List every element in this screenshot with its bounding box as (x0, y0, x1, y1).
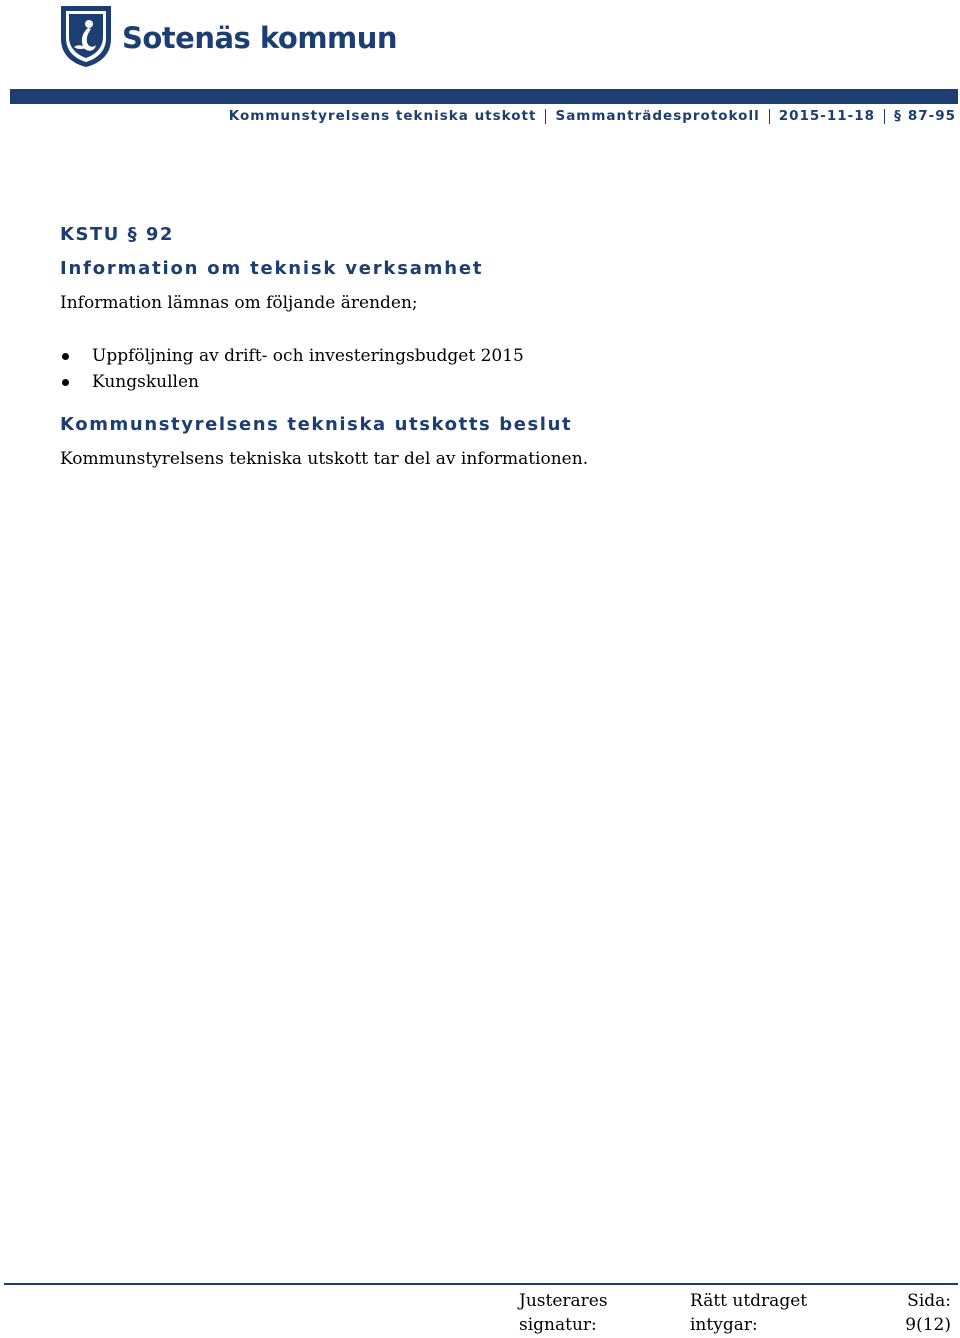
footer-utdrag-label-2: intygar: (690, 1315, 758, 1335)
footer-page-number: 9(12) (905, 1315, 951, 1335)
bullet-icon (62, 353, 69, 360)
decision-heading: Kommunstyrelsens tekniska utskotts beslut (60, 414, 573, 435)
section-id (60, 224, 174, 245)
footer-page-label: Sida: (907, 1291, 951, 1311)
footer-page (905, 1289, 951, 1337)
intro-text: Information lämnas om följande ärenden; (60, 293, 418, 313)
list-item-text: Uppföljning av drift- och investeringsbudget 2015 (92, 346, 524, 366)
header-separator (884, 109, 885, 124)
coat-of-arms-icon (58, 3, 114, 69)
footer-justerare-label-2: signatur: (519, 1315, 597, 1335)
header-committee: Kommunstyrelsens tekniska utskott (228, 108, 537, 124)
section-title: Information om teknisk verksamhet (60, 258, 484, 279)
header-date: 2015-11-18 (778, 108, 876, 124)
section-id-number: 92 (145, 224, 174, 245)
municipality-logo (58, 3, 397, 69)
document-header (229, 108, 956, 124)
footer-utdrag (690, 1289, 807, 1337)
section-id-prefix: KSTU (60, 224, 120, 245)
footer-justerare (519, 1289, 608, 1337)
header-separator (769, 109, 770, 124)
header-paragraph-symbol: § (894, 108, 902, 124)
footer-divider (4, 1283, 958, 1285)
list-item-text: Kungskullen (92, 372, 199, 392)
agenda-list (60, 343, 524, 395)
header-separator (545, 109, 546, 124)
bullet-icon (62, 379, 69, 386)
municipality-name: Sotenäs kommun (122, 21, 398, 55)
decision-text: Kommunstyrelsens tekniska utskott tar del av informationen. (60, 449, 589, 469)
footer-justerare-label: Justerares (519, 1291, 608, 1311)
section-paragraph-symbol: § (127, 224, 139, 245)
list-item (60, 343, 524, 369)
footer-utdrag-label: Rätt utdraget (690, 1291, 808, 1311)
list-item (60, 369, 524, 395)
header-bar (10, 89, 958, 104)
header-paragraph-range: 87-95 (907, 108, 956, 124)
header-doc-type: Sammanträdesprotokoll (555, 108, 760, 124)
